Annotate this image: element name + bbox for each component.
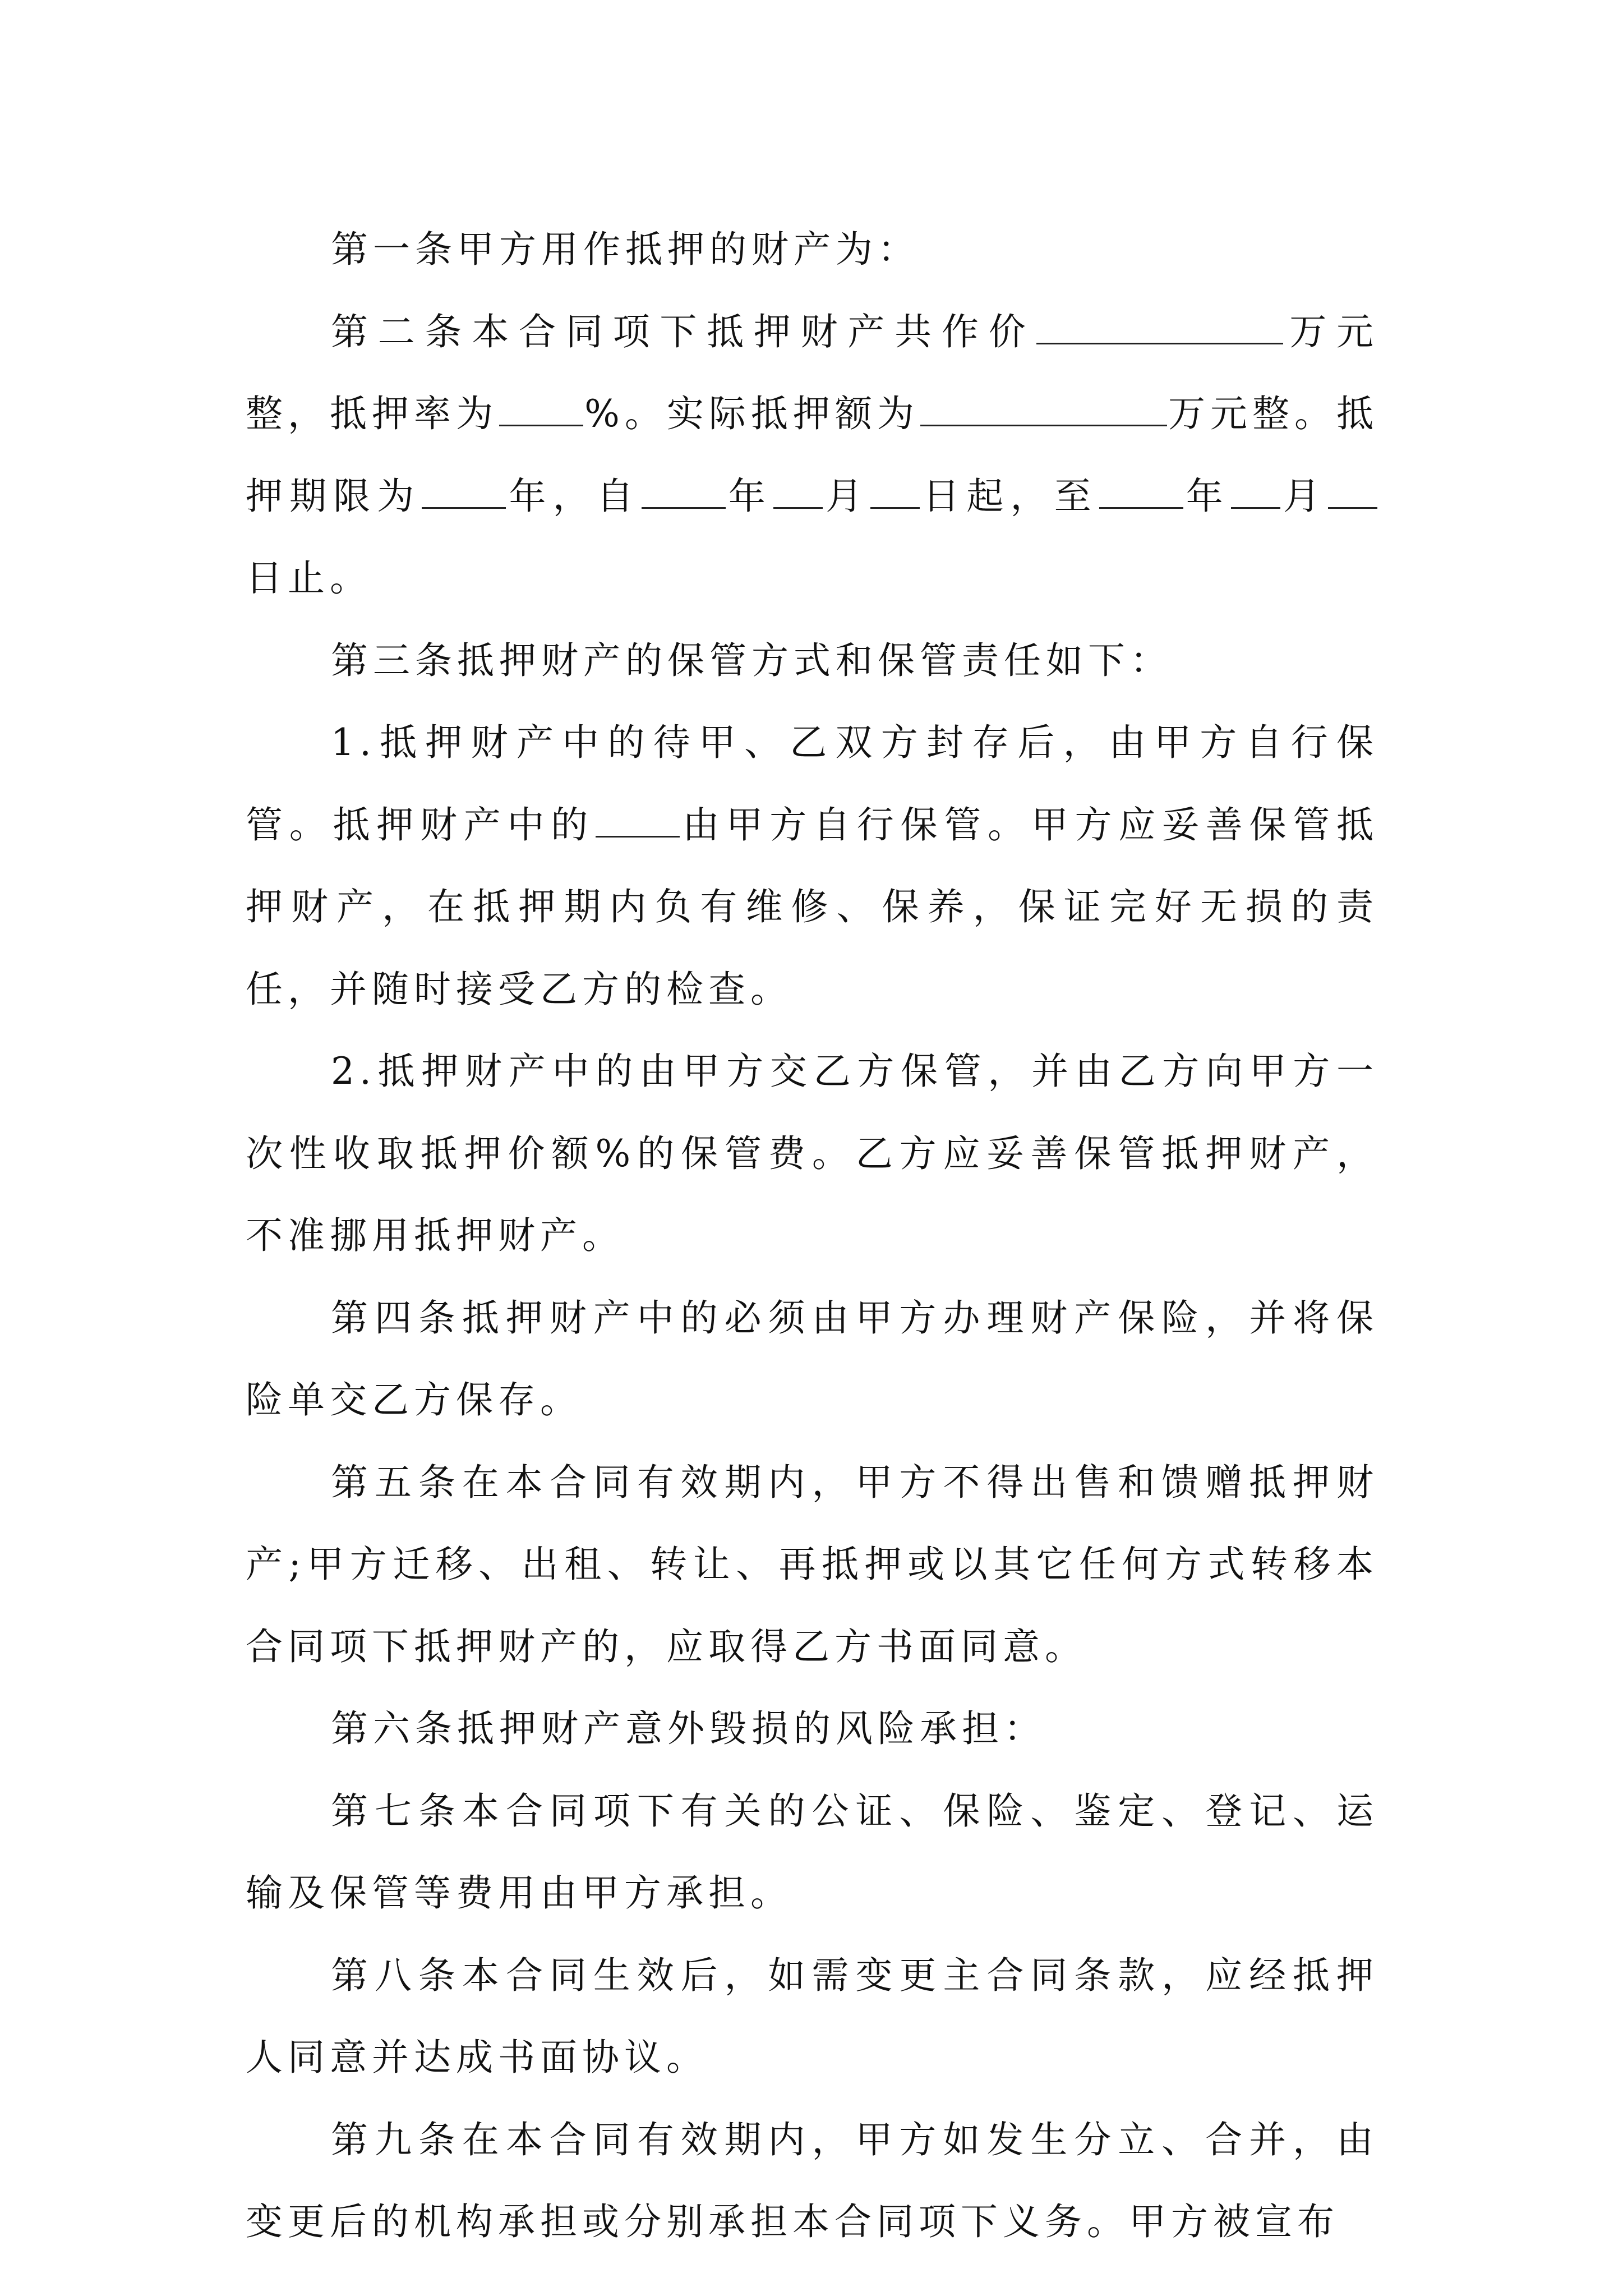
clause-2-text: 第二条本合同项下抵押财产共作价 <box>331 310 1036 353</box>
clause-8 <box>246 1935 1378 2099</box>
blank-term-years[interactable] <box>422 473 506 509</box>
clause-2-text: 年 <box>1184 474 1230 518</box>
blank-valuation[interactable] <box>1036 309 1283 344</box>
clause-7 <box>246 1770 1378 1935</box>
clause-1 <box>246 209 1378 291</box>
clause-9 <box>246 2099 1378 2263</box>
blank-end-year[interactable] <box>1099 473 1183 509</box>
clause-2-text: 万元整，抵押率为 <box>246 310 1379 435</box>
clause-5-text: 第五条在本合同有效期内，甲方不得出售和馈赠抵押财产;甲方迁移、出租、转让、再抵押或以其它任何方式转移本合同项下抵押财产的，应取得乙方书面同意。 <box>246 1460 1378 1668</box>
clause-6 <box>246 1688 1378 1770</box>
clause-9-text: 第九条在本合同有效期内，甲方如发生分立、合并，由变更后的机构承担或分别承担本合同项下义务。甲方被宣布 <box>246 2118 1378 2243</box>
clause-7-text: 第七条本合同项下有关的公证、保险、鉴定、登记、运输及保管等费用由甲方承担。 <box>246 1789 1378 1915</box>
clause-2-text: 日止。 <box>246 556 372 600</box>
blank-start-month[interactable] <box>773 473 823 509</box>
clause-1-text: 第一条甲方用作抵押的财产为： <box>331 228 920 271</box>
clause-8-text: 第八条本合同生效后，如需变更主合同条款，应经抵押人同意并达成书面协议。 <box>246 1953 1378 2079</box>
blank-end-day[interactable] <box>1328 473 1377 509</box>
clause-5 <box>246 1442 1378 1688</box>
clause-4 <box>246 1277 1378 1442</box>
blank-self-kept[interactable] <box>596 802 680 838</box>
clause-2-text: %。实际抵押额为 <box>584 392 919 435</box>
clause-2-text: 月 <box>1281 474 1327 518</box>
item-1-text: 1.抵押财产中的待甲、乙双方封存后，由甲方自行保管。抵押财产中的 <box>246 721 1378 846</box>
clause-3 <box>246 620 1378 702</box>
item-1 <box>246 702 1378 1030</box>
blank-rate[interactable] <box>499 391 583 426</box>
document-body <box>246 209 1378 2263</box>
clause-2-text: 月 <box>823 474 870 518</box>
clause-2 <box>246 291 1378 620</box>
clause-4-text: 第四条抵押财产中的必须由甲方办理财产保险，并将保险单交乙方保存。 <box>246 1296 1378 1421</box>
item-1-text: 由甲方自行保管。甲方应妥善保管抵押财产，在抵押期内负有维修、保养，保证完好无损的责任，并随时接受乙方的检查。 <box>246 803 1378 1011</box>
blank-start-year[interactable] <box>642 473 726 509</box>
item-2 <box>246 1030 1378 1277</box>
blank-amount[interactable] <box>920 391 1167 426</box>
blank-start-day[interactable] <box>870 473 920 509</box>
clause-2-text: 日起，至 <box>921 474 1098 518</box>
clause-6-text: 第六条抵押财产意外毁损的风险承担： <box>331 1707 1046 1750</box>
blank-end-month[interactable] <box>1231 473 1280 509</box>
item-2-text: 2.抵押财产中的由甲方交乙方保管，并由乙方向甲方一次性收取抵押价额%的保管费。乙方应妥善保管抵押财产，不准挪用抵押财产。 <box>246 1050 1378 1257</box>
clause-2-text: 年，自 <box>507 474 640 518</box>
clause-2-text: 年 <box>726 474 772 518</box>
clause-3-text: 第三条抵押财产的保管方式和保管责任如下： <box>331 638 1172 682</box>
clause-2-text: 万元整。抵押期限为 <box>246 392 1379 518</box>
